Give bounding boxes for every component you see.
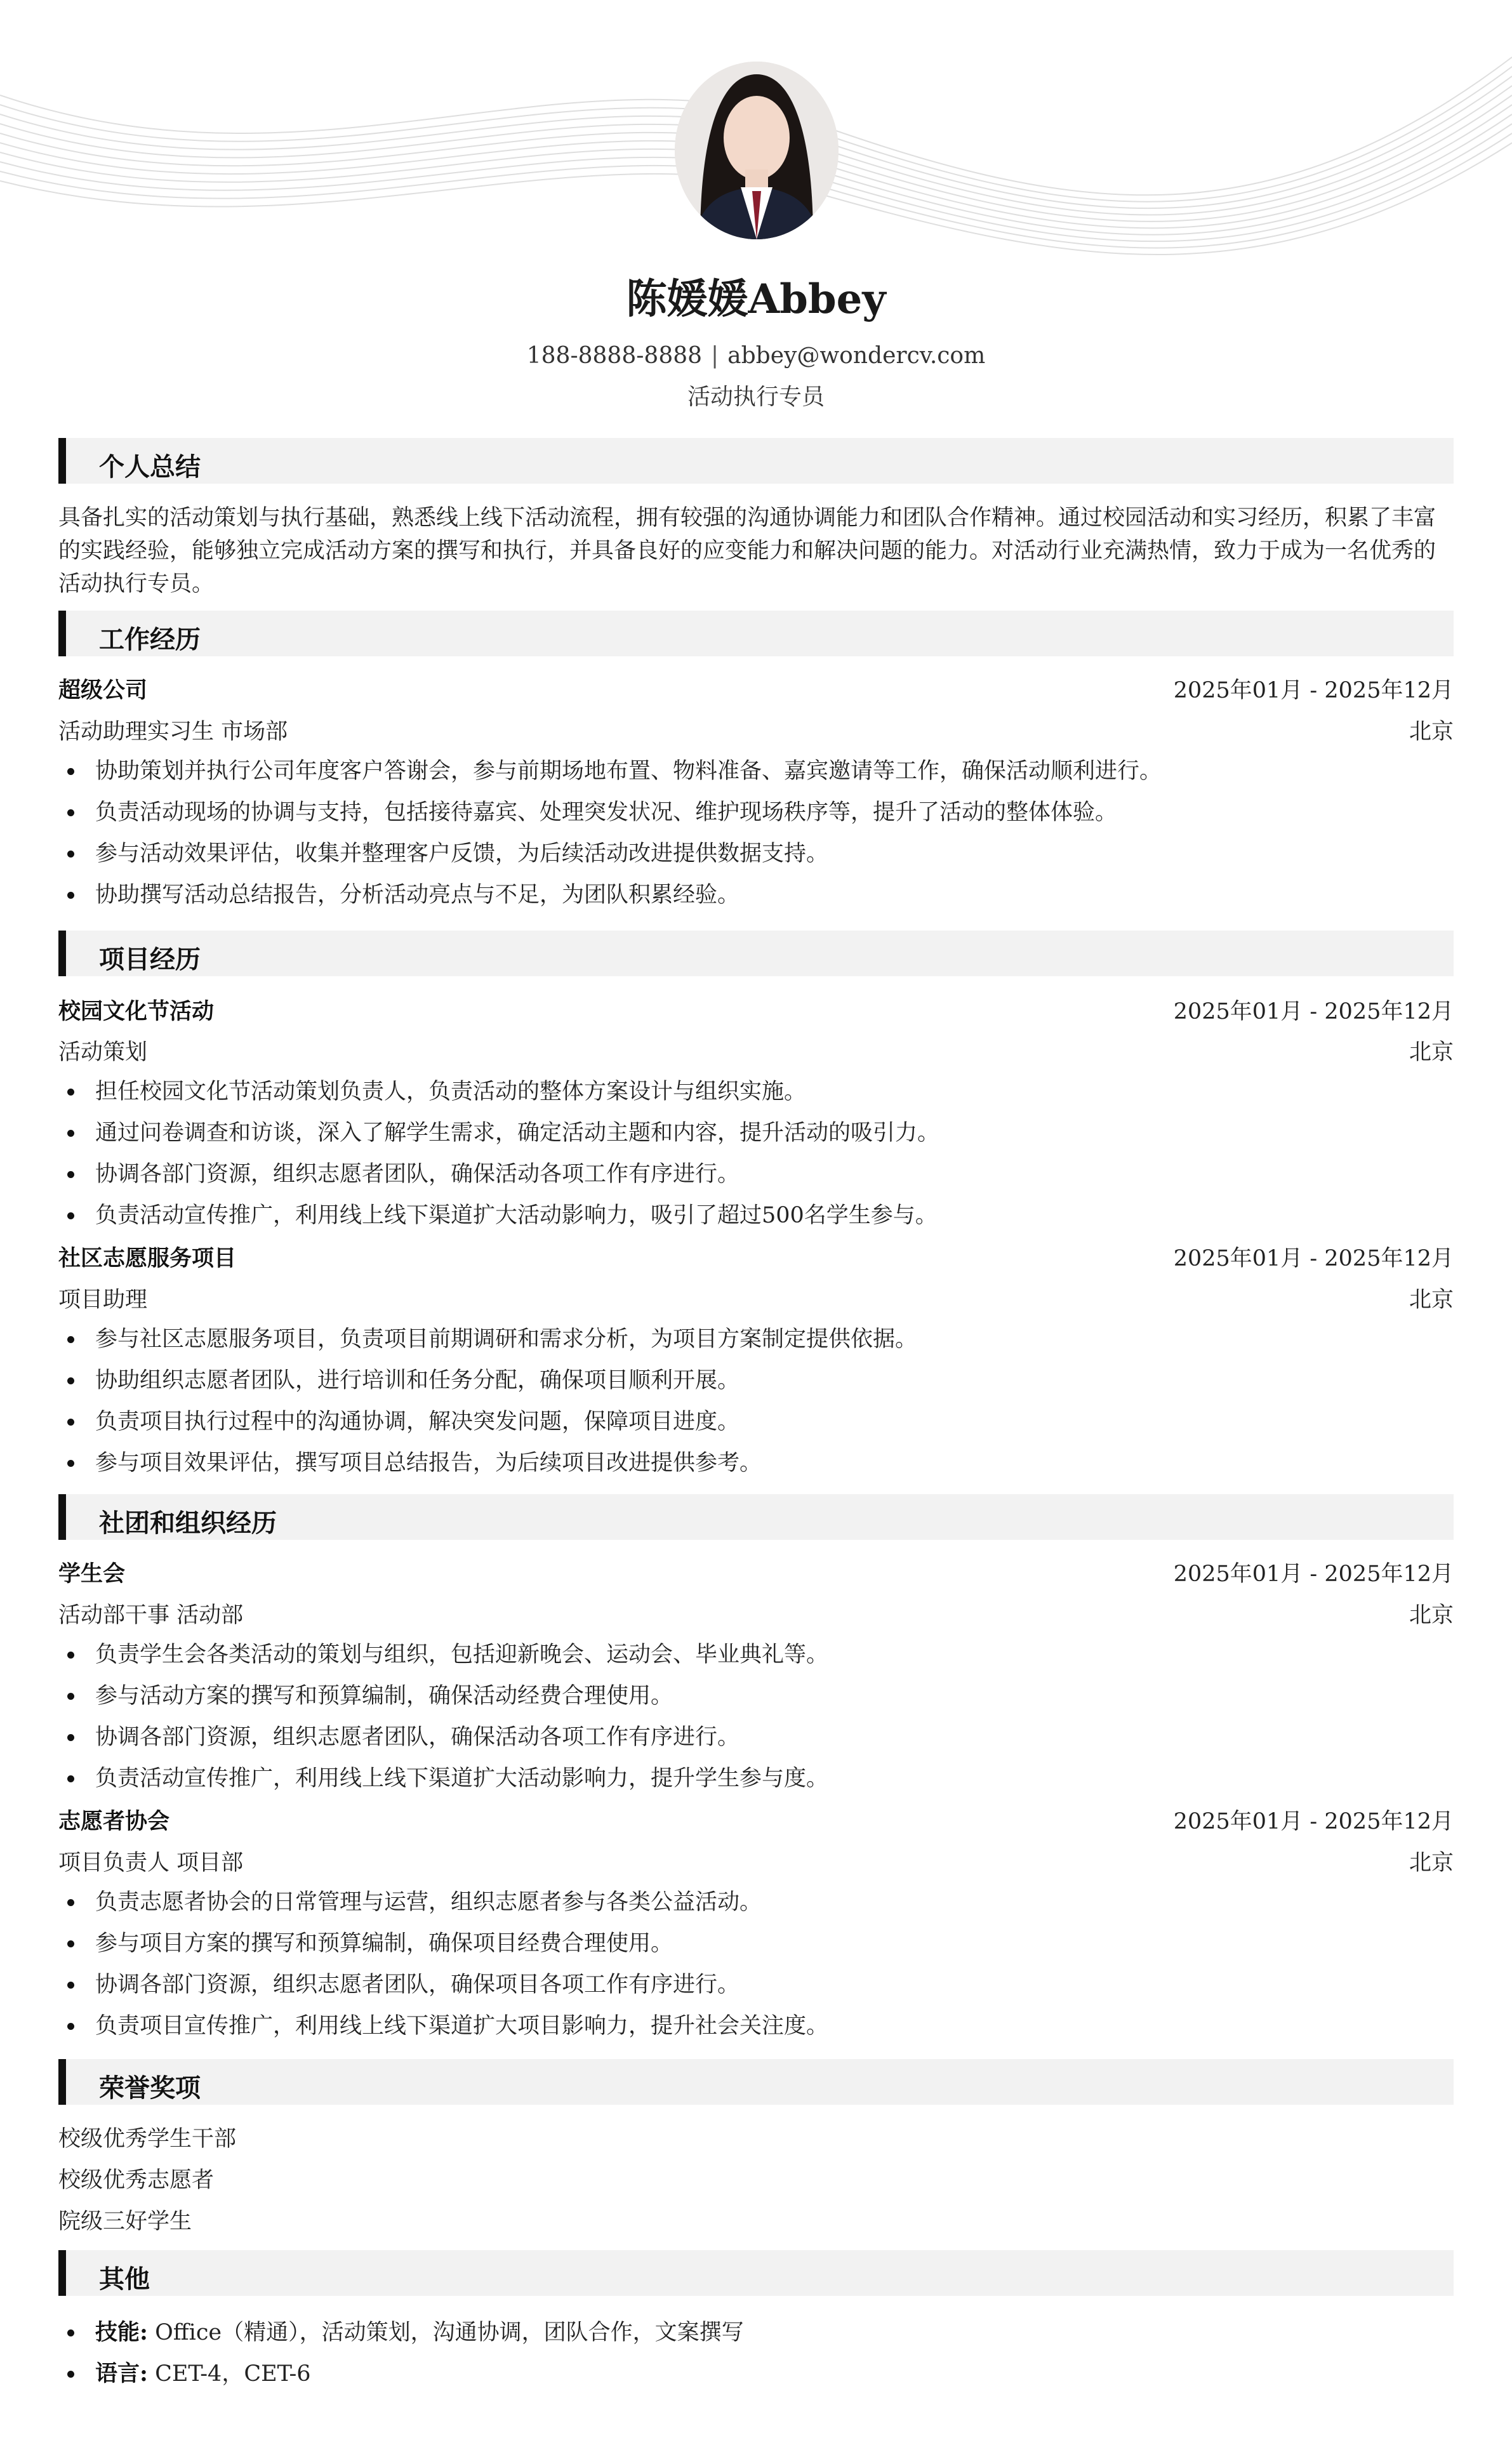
bullet-item: 负责项目执行过程中的沟通协调，解决突发问题，保障项目进度。 xyxy=(58,1406,1454,1447)
section-title: 个人总结 xyxy=(99,452,201,482)
entry-location: 北京 xyxy=(1409,1850,1454,1876)
bullet-item: 负责活动现场的协调与支持，包括接待嘉宾、处理突发状况、维护现场秩序等，提升了活动的整体体验。 xyxy=(58,797,1454,838)
entry-header xyxy=(58,1804,1454,1836)
entry-header xyxy=(58,673,1454,705)
section-clubs-heading xyxy=(58,1494,1454,1540)
bullet-item: 负责项目宣传推广，利用线上线下渠道扩大项目影响力，提升社会关注度。 xyxy=(58,2010,1454,2051)
entry-date: 2025年01月 - 2025年12月 xyxy=(1173,999,1454,1024)
bullet-item: 通过问卷调查和访谈，深入了解学生需求，确定活动主题和内容，提升活动的吸引力。 xyxy=(58,1117,1454,1158)
entry-location: 北京 xyxy=(1409,1040,1454,1065)
other-bullets xyxy=(58,2317,1454,2399)
entry-subheader xyxy=(58,1598,1454,1629)
section-title: 社团和组织经历 xyxy=(99,1508,277,1538)
bullet-item: 参与活动效果评估，收集并整理客户反馈，为后续活动改进提供数据支持。 xyxy=(58,838,1454,879)
candidate-name: 陈媛媛Abbey xyxy=(626,275,886,323)
bullet-item: 负责活动宣传推广，利用线上线下渠道扩大活动影响力，吸引了超过500名学生参与。 xyxy=(58,1200,1454,1241)
contact-line xyxy=(0,343,1512,369)
entry-header xyxy=(58,994,1454,1026)
section-other-heading xyxy=(58,2250,1454,2296)
entry-bullets xyxy=(58,1886,1454,2051)
avatar xyxy=(675,62,839,239)
entry-org: 社区志愿服务项目 xyxy=(58,1245,237,1271)
bullet-item: 参与项目效果评估，撰写项目总结报告，为后续项目改进提供参考。 xyxy=(58,1447,1454,1488)
entry-header xyxy=(58,1556,1454,1588)
entry-location: 北京 xyxy=(1409,1287,1454,1313)
email: abbey@wondercv.com xyxy=(727,343,986,369)
section-work-heading xyxy=(58,611,1454,656)
entry-location: 北京 xyxy=(1409,719,1454,745)
section-title: 工作经历 xyxy=(99,625,201,654)
entry-subheader xyxy=(58,1035,1454,1066)
entry-header xyxy=(58,1241,1454,1273)
entry-bullets xyxy=(58,755,1454,920)
bullet-item: 参与社区志愿服务项目，负责项目前期调研和需求分析，为项目方案制定提供依据。 xyxy=(58,1323,1454,1365)
entry-bullets xyxy=(58,1076,1454,1241)
honor-item: 院级三好学生 xyxy=(58,2209,192,2234)
summary-text: 具备扎实的活动策划与执行基础，熟悉线上线下活动流程，拥有较强的沟通协调能力和团队合作精神。通过校园活动和实习经历，积累了丰富的实践经验，能够独立完成活动方案的撰写和执行，并具备良好的应变能力和解决问题的能力。对活动行业充满热情，致力于成为一名优秀的活动执行专员。 xyxy=(58,505,1436,597)
bullet-item: 协助组织志愿者团队，进行培训和任务分配，确保项目顺利开展。 xyxy=(58,1365,1454,1406)
phone: 188-8888-8888 xyxy=(526,343,703,369)
bullet-item: 协调各部门资源，组织志愿者团队，确保活动各项工作有序进行。 xyxy=(58,1721,1454,1763)
entry-subheader xyxy=(58,1282,1454,1314)
bullet-item: 负责活动宣传推广，利用线上线下渠道扩大活动影响力，提升学生参与度。 xyxy=(58,1763,1454,1804)
entry-subheader xyxy=(58,714,1454,746)
entry-date: 2025年01月 - 2025年12月 xyxy=(1173,1561,1454,1587)
bullet-item: 负责学生会各类活动的策划与组织，包括迎新晚会、运动会、毕业典礼等。 xyxy=(58,1639,1454,1680)
entry-role: 项目负责人 项目部 xyxy=(58,1850,244,1876)
section-title: 荣誉奖项 xyxy=(99,2073,201,2103)
section-title: 项目经历 xyxy=(99,944,201,974)
bullet-item: 协助撰写活动总结报告，分析活动亮点与不足，为团队积累经验。 xyxy=(58,879,1454,920)
skills-item xyxy=(58,2317,1454,2358)
item-value: CET-4，CET-6 xyxy=(155,2361,311,2387)
item-value: Office（精通），活动策划，沟通协调，团队合作，文案撰写 xyxy=(155,2320,744,2345)
contact-separator: | xyxy=(711,343,719,369)
bullet-item: 参与项目方案的撰写和预算编制，确保项目经费合理使用。 xyxy=(58,1928,1454,1969)
language-item xyxy=(58,2358,1454,2399)
section-honors-heading xyxy=(58,2059,1454,2105)
bullet-item: 担任校园文化节活动策划负责人，负责活动的整体方案设计与组织实施。 xyxy=(58,1076,1454,1117)
entry-org: 志愿者协会 xyxy=(58,1808,170,1834)
bullet-item: 协助策划并执行公司年度客户答谢会，参与前期场地布置、物料准备、嘉宾邀请等工作，确保活动顺利进行。 xyxy=(58,755,1454,797)
bullet-item: 负责志愿者协会的日常管理与运营，组织志愿者参与各类公益活动。 xyxy=(58,1886,1454,1928)
job-title: 活动执行专员 xyxy=(687,384,825,410)
entry-role: 项目助理 xyxy=(58,1287,148,1313)
entry-org: 校园文化节活动 xyxy=(58,998,215,1024)
entry-date: 2025年01月 - 2025年12月 xyxy=(1173,1809,1454,1834)
bullet-item: 协调各部门资源，组织志愿者团队，确保项目各项工作有序进行。 xyxy=(58,1969,1454,2010)
entry-org: 超级公司 xyxy=(58,677,148,703)
section-summary-heading xyxy=(58,438,1454,484)
entry-bullets xyxy=(58,1323,1454,1488)
section-title: 其他 xyxy=(99,2264,150,2294)
honor-item: 校级优秀志愿者 xyxy=(58,2168,215,2193)
entry-role: 活动部干事 活动部 xyxy=(58,1603,244,1628)
honor-item: 校级优秀学生干部 xyxy=(58,2126,237,2152)
entry-date: 2025年01月 - 2025年12月 xyxy=(1173,678,1454,703)
section-projects-heading xyxy=(58,931,1454,976)
item-label: 技能: xyxy=(95,2319,148,2345)
entry-date: 2025年01月 - 2025年12月 xyxy=(1173,1246,1454,1271)
entry-org: 学生会 xyxy=(58,1561,126,1587)
bullet-item: 协调各部门资源，组织志愿者团队，确保活动各项工作有序进行。 xyxy=(58,1158,1454,1200)
entry-bullets xyxy=(58,1639,1454,1804)
bullet-item: 参与活动方案的撰写和预算编制，确保活动经费合理使用。 xyxy=(58,1680,1454,1721)
entry-role: 活动策划 xyxy=(58,1040,148,1065)
entry-location: 北京 xyxy=(1409,1603,1454,1628)
entry-role: 活动助理实习生 市场部 xyxy=(58,719,288,745)
item-label: 语言: xyxy=(95,2361,148,2387)
entry-subheader xyxy=(58,1845,1454,1877)
